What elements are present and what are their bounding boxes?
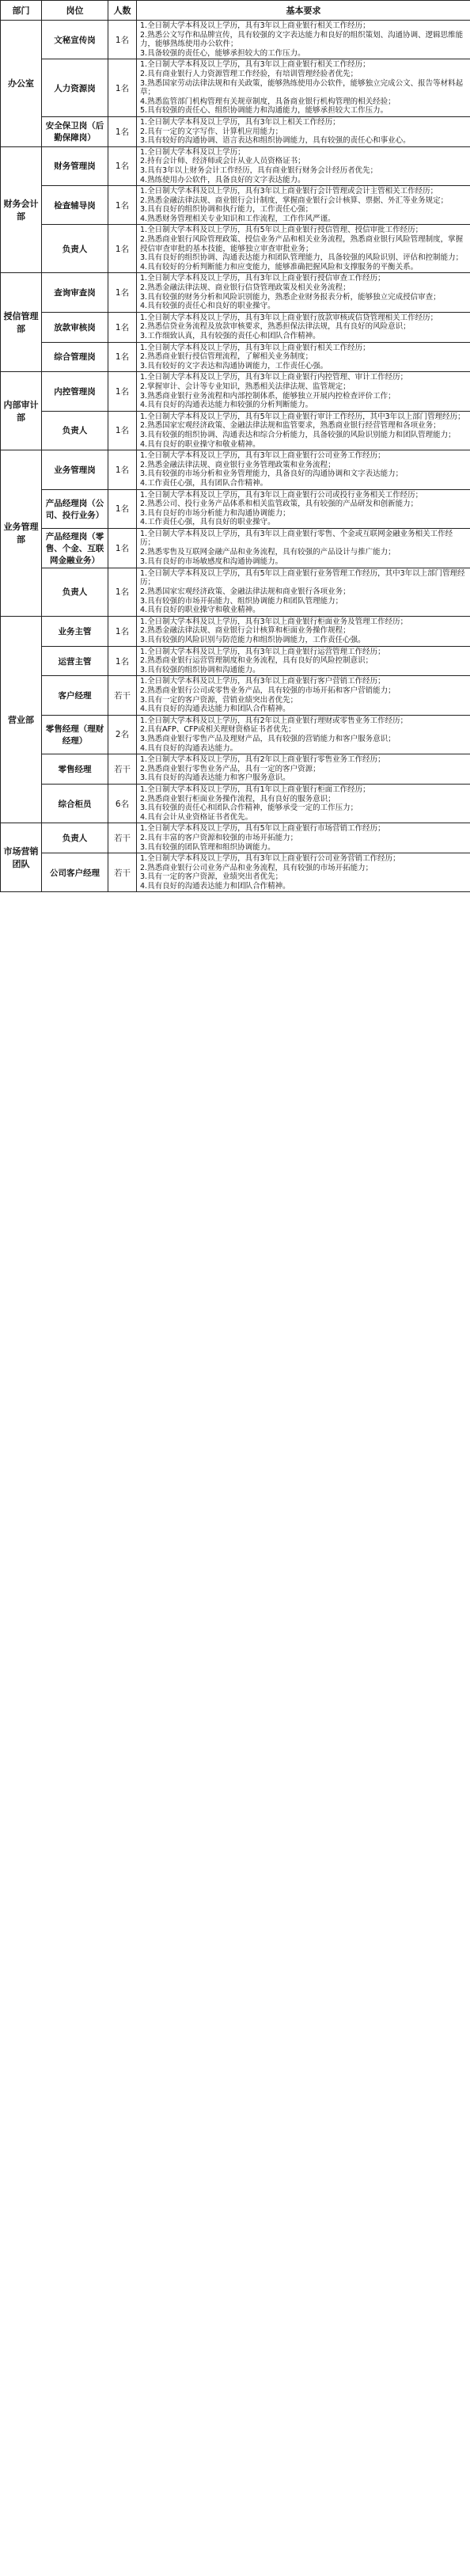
requirements-cell: [137, 676, 470, 715]
requirement-item: 1.全日制大学本科及以上学历，具有5年以上商业银行业务管理工作经历，其中3年以上部门管理经历；: [140, 568, 465, 587]
requirement-item: 4.工作责任心强，具有团队合作精神。: [140, 478, 268, 488]
headcount-cell: 1名: [108, 59, 137, 117]
header-row: [1, 1, 470, 21]
requirement-item: 1.全日制大学本科及以上学历，具有3年以上商业银行相关工作经历；: [140, 21, 370, 30]
requirement-item: 1.全日制大学本科及以上学历，具有3年以上相关工作经历；: [140, 117, 340, 127]
headcount-cell: 1名: [108, 450, 137, 489]
headcount-cell: 1名: [108, 568, 137, 616]
headcount-cell: 若干: [108, 823, 137, 853]
table-row: [1, 646, 470, 676]
headcount-cell: 1名: [108, 372, 137, 411]
requirement-item: 3.熟悉国家劳动法律法规和有关政策，能够熟练使用办公软件，能够独立完成公文、报告等材料起草；: [140, 78, 464, 97]
requirements-cell: [137, 450, 470, 489]
requirement-item: 3.具备较强的责任心，能够承担较大的工作压力。: [140, 48, 305, 58]
requirements-cell: [137, 823, 470, 853]
headcount-cell: 1名: [108, 616, 137, 646]
requirements-cell: [137, 411, 470, 450]
requirement-item: 4.具有良好的职业操守和敬业精神。: [140, 439, 260, 449]
table-row: [1, 116, 470, 146]
requirement-item: 1.全日制大学本科及以上学历，具有5年以上商业银行授信管理、授信审批工作经历；: [140, 226, 423, 235]
requirement-item: 1.全日制大学本科及以上学历，具有2年以上商业银行零售业务工作经历；: [140, 755, 385, 765]
table-row: [1, 676, 470, 715]
department-cell: 市场营销团队: [1, 823, 42, 892]
table-row: [1, 146, 470, 185]
position-cell: 零售经理: [42, 754, 108, 785]
position-cell: 业务管理岗: [42, 450, 108, 489]
requirement-item: 2.具有一定的文字写作、计算机应用能力；: [140, 127, 283, 136]
position-cell: 零售经理（理财经理）: [42, 715, 108, 754]
requirement-item: 1.全日制大学本科及以上学历；: [140, 147, 245, 157]
position-cell: 负责人: [42, 823, 108, 853]
requirement-item: 4.具有良好的沟通表达能力。: [140, 743, 238, 753]
department-cell: 授信管理部: [1, 273, 42, 372]
requirement-item: 2.熟悉零售及互联网金融产品和业务流程，具有较强的产品设计与推广能力；: [140, 548, 396, 557]
requirement-item: 3.具有较强的市场开拓能力、组织协调能力和团队管理能力；: [140, 596, 343, 606]
department-cell: 办公室: [1, 21, 42, 147]
requirements-cell: [137, 784, 470, 823]
requirement-item: 1.全日制大学本科及以上学历，具有3年以上商业银行运营管理工作经历；: [140, 647, 385, 656]
table-row: [1, 568, 470, 616]
requirement-item: 2.熟悉公文写作和品牌宣传，具有较强的文字表达能力和良好的组织策划、沟通协调、逻辑思维能力，能够熟练使用办公软件；: [140, 30, 464, 49]
headcount-cell: 6名: [108, 784, 137, 823]
requirements-cell: [137, 616, 470, 646]
header-position: 岗位: [42, 1, 108, 21]
header-requirements: 基本要求: [137, 1, 470, 21]
requirements-cell: [137, 754, 470, 785]
recruitment-table: [0, 0, 470, 892]
requirements-cell: [137, 715, 470, 754]
requirements-cell: [137, 528, 470, 568]
headcount-cell: 1名: [108, 312, 137, 342]
requirement-item: 4.具有较好的分析判断能力和应变能力，能够准确把握风险和支撑服务的平衡关系。: [140, 262, 419, 272]
position-cell: 客户经理: [42, 676, 108, 715]
headcount-cell: 1名: [108, 146, 137, 185]
requirement-item: 2.熟悉商业银行公司或零售业务产品，具有较强的市场开拓和客户营销能力；: [140, 686, 396, 695]
requirement-item: 2.熟悉商业银行运营管理制度和业务流程，具有良好的风险控制意识；: [140, 656, 373, 666]
department-cell: 业务管理部: [1, 450, 42, 617]
requirement-item: 2.熟悉国家宏观经济政策、金融法律法规和商业银行各项业务；: [140, 587, 351, 597]
headcount-cell: 1名: [108, 489, 137, 528]
requirement-item: 1.全日制大学本科及以上学历，具有3年以上商业银行内控管理、审计工作经历；: [140, 373, 408, 382]
requirement-item: 3.具有良好的组织协调、沟通表达能力和团队管理能力，具备较强的风险识别、评估和控制能力；: [140, 253, 464, 263]
headcount-cell: 1名: [108, 646, 137, 676]
position-cell: 文秘宣传岗: [42, 21, 108, 59]
headcount-cell: 1名: [108, 342, 137, 372]
requirement-item: 4.熟悉财务管理相关专业知识和工作流程，工作作风严谨。: [140, 214, 335, 223]
requirement-item: 3.具有较强的市场分析和业务管理能力，具备良好的沟通协调和文字表达能力；: [140, 469, 404, 479]
requirement-item: 4.具有良好的沟通表达能力和团队合作精神。: [140, 705, 290, 714]
headcount-cell: 1名: [108, 273, 137, 312]
requirement-item: 4.工作责任心强，具有良好的职业操守。: [140, 518, 275, 527]
requirements-cell: [137, 568, 470, 616]
requirement-item: 1.全日制大学本科及以上学历，具有3年以上商业银行客户营销工作经历；: [140, 677, 385, 686]
requirements-cell: [137, 116, 470, 146]
requirement-item: 3.具有较强的组织协调、沟通表达和综合分析能力，具备较强的风险识别能力和团队管理能力；: [140, 430, 456, 439]
table-row: [1, 754, 470, 785]
headcount-cell: 1名: [108, 528, 137, 568]
requirement-item: 1.全日制大学本科及以上学历，具有3年以上商业银行公司或投行业务相关工作经历；: [140, 490, 423, 500]
table-row: [1, 823, 470, 853]
position-cell: 产品经理岗（公司、投行业务）: [42, 489, 108, 528]
requirement-item: 1.全日制大学本科及以上学历，具有5年以上商业银行市场营销工作经历；: [140, 824, 385, 834]
position-cell: 综合柜员: [42, 784, 108, 823]
requirement-item: 2.熟悉商业银行风险管理政策、授信业务产品和相关业务流程，熟悉商业银行风险管理制度，掌握授信审查审批的基本技能，能够独立审查审批业务；: [140, 235, 464, 253]
position-cell: 放款审核岗: [42, 312, 108, 342]
requirement-item: 4.具有会计从业资格证书者优先。: [140, 812, 253, 822]
requirement-item: 2.熟悉信贷业务流程及放款审核要求，熟悉担保法律法规，具有良好的风险意识；: [140, 322, 411, 332]
requirements-cell: [137, 21, 470, 59]
table-row: [1, 715, 470, 754]
table-row: [1, 342, 470, 372]
requirement-item: 2.熟悉国家宏观经济政策、金融法律法规和监管要求，熟悉商业银行经营管理和各项业务；: [140, 421, 441, 431]
requirements-cell: [137, 853, 470, 892]
requirement-item: 3.具有一定的客户资源，营销业绩突出者优先；: [140, 695, 298, 705]
requirement-item: 1.全日制大学本科及以上学历，具有3年以上商业银行放款审核或信贷管理相关工作经历；: [140, 313, 438, 322]
requirement-item: 1.全日制大学本科及以上学历，具有3年以上商业银行会计管理或会计主管相关工作经历；: [140, 187, 438, 196]
requirement-item: 1.全日制大学本科及以上学历，具有3年以上商业银行零售、个金或互联网金融业务相关工作经历；: [140, 529, 453, 548]
requirement-item: 3.具有良好的沟通表达能力和客户服务意识。: [140, 773, 290, 783]
headcount-cell: 1名: [108, 411, 137, 450]
position-cell: 运营主管: [42, 646, 108, 676]
position-cell: 人力资源岗: [42, 59, 108, 117]
requirement-item: 4.具有良好的沟通表达能力和较强的分析判断能力。: [140, 401, 313, 410]
headcount-cell: 若干: [108, 754, 137, 785]
requirement-item: 3.具有较好的沟通协调、语言表达和组织协调能力，具有较强的责任心和事业心。: [140, 136, 411, 146]
requirement-item: 1.全日制大学本科及以上学历，具有1年以上商业银行柜面工作经历；: [140, 785, 370, 794]
requirement-item: 2.持有会计师、经济师或会计从业人员资格证书；: [140, 157, 305, 166]
position-cell: 业务主管: [42, 616, 108, 646]
position-cell: 负责人: [42, 225, 108, 273]
requirement-item: 3.熟悉商业银行业务流程和内部控制体系，能够独立开展内控检查评价工作；: [140, 391, 396, 401]
requirement-item: 3.具有较强的责任心和团队合作精神，能够承受一定的工作压力；: [140, 804, 358, 813]
requirement-item: 2.熟悉商业银行授信管理流程，了解相关业务制度；: [140, 352, 313, 362]
headcount-cell: 1名: [108, 21, 137, 59]
requirement-item: 3.具有良好的市场敏感度和沟通协调能力。: [140, 557, 283, 566]
department-cell: 内部审计部: [1, 372, 42, 450]
requirement-item: 2.熟悉公司、投行业务产品体系和相关监管政策，具有较强的产品研发和创新能力；: [140, 500, 419, 509]
requirement-item: 3.具有良好的组织协调和执行能力，工作责任心强；: [140, 205, 313, 215]
table-row: [1, 21, 470, 59]
requirements-cell: [137, 312, 470, 342]
position-cell: 检查辅导岗: [42, 186, 108, 225]
requirement-item: 1.全日制大学本科及以上学历，具有3年以上商业银行公司业务营销工作经历；: [140, 854, 400, 864]
requirement-item: 4.熟悉监管部门机构管理有关规章制度，具备商业银行机构管理的相关经验；: [140, 97, 396, 106]
requirement-item: 2.熟悉金融法律法规、商业银行信贷管理政策及相关业务流程；: [140, 283, 351, 293]
department-cell: 财务会计部: [1, 146, 42, 273]
requirement-item: 2.熟悉金融法律法规、商业银行会计制度，掌握商业银行会计核算、票据、外汇等业务规定；: [140, 196, 449, 205]
requirement-item: 2.熟悉金融法律法规、商业银行业务管理政策和业务流程；: [140, 460, 335, 469]
table-body: [1, 21, 470, 892]
position-cell: 产品经理岗（零售、个金、互联网金融业务）: [42, 528, 108, 568]
table-row: [1, 528, 470, 568]
requirement-item: 2.熟悉商业银行公司业务产品和业务流程，具有较强的市场开拓能力；: [140, 863, 373, 872]
requirement-item: 4.具有良好的沟通表达能力和团队合作精神。: [140, 881, 290, 891]
position-cell: 内控管理岗: [42, 372, 108, 411]
headcount-cell: 1名: [108, 225, 137, 273]
requirement-item: 2.具有丰富的客户资源和较强的市场开拓能力；: [140, 833, 298, 842]
requirement-item: 1.全日制大学本科及以上学历，具有3年以上商业银行公司业务工作经历；: [140, 451, 385, 461]
requirement-item: 1.全日制大学本科及以上学历，具有3年以上商业银行相关工作经历；: [140, 60, 370, 70]
requirement-item: 1.全日制大学本科及以上学历，具有3年以上商业银行授信审查工作经历；: [140, 274, 385, 283]
requirements-cell: [137, 59, 470, 117]
requirement-item: 1.全日制大学本科及以上学历，具有5年以上商业银行审计工作经历，其中3年以上部门管理经历；: [140, 412, 465, 421]
requirements-cell: [137, 273, 470, 312]
requirement-item: 2.掌握审计、会计等专业知识，熟悉相关法律法规、监管规定；: [140, 382, 351, 391]
requirement-item: 3.具有较强的风险识别与防范能力和组织协调能力，工作责任心强。: [140, 636, 366, 645]
headcount-cell: 1名: [108, 116, 137, 146]
table-row: [1, 853, 470, 892]
headcount-cell: 1名: [108, 186, 137, 225]
requirement-item: 3.工作细致认真，具有较强的责任心和团队合作精神。: [140, 332, 320, 340]
requirement-item: 3.具有一定的客户资源，业绩突出者优先；: [140, 872, 283, 882]
requirements-cell: [137, 372, 470, 411]
table-row: [1, 186, 470, 225]
table-row: [1, 312, 470, 342]
requirement-item: 4.熟练使用办公软件，具备良好的文字表达能力。: [140, 175, 305, 184]
requirement-item: 3.具有较强的组织协调和沟通能力。: [140, 665, 260, 674]
requirement-item: 2.熟悉商业银行柜面业务操作流程，具有良好的服务意识；: [140, 794, 335, 804]
position-cell: 负责人: [42, 411, 108, 450]
position-cell: 查询审查岗: [42, 273, 108, 312]
requirements-cell: [137, 342, 470, 372]
table-row: [1, 372, 470, 411]
header-department: 部门: [1, 1, 42, 21]
table-row: [1, 411, 470, 450]
requirement-item: 2.具有商业银行人力资源管理工作经验，有培训管理经验者优先；: [140, 69, 358, 78]
headcount-cell: 2名: [108, 715, 137, 754]
requirement-item: 4.具有良好的职业操守和敬业精神。: [140, 606, 260, 615]
requirement-item: 4.具有较强的责任心和良好的职业操守。: [140, 302, 275, 311]
position-cell: 财务管理岗: [42, 146, 108, 185]
requirement-item: 5.具有较强的责任心、组织协调能力和沟通能力，能够承担较大工作压力。: [140, 106, 389, 116]
requirement-item: 1.全日制大学本科及以上学历，具有3年以上商业银行相关工作经历；: [140, 343, 370, 352]
requirement-item: 3.熟悉商业银行零售产品及理财产品，具有较强的营销能力和客户服务意识；: [140, 734, 396, 743]
position-cell: 公司客户经理: [42, 853, 108, 892]
requirements-cell: [137, 146, 470, 185]
requirement-item: 2.具有AFP、CFP或相关理财资格证书者优先；: [140, 725, 296, 735]
requirement-item: 3.具有良好的市场分析能力和沟通协调能力；: [140, 508, 290, 518]
table-row: [1, 59, 470, 117]
requirements-cell: [137, 186, 470, 225]
department-cell: 营业部: [1, 616, 42, 823]
headcount-cell: 若干: [108, 853, 137, 892]
table-row: [1, 784, 470, 823]
position-cell: 综合管理岗: [42, 342, 108, 372]
requirement-item: 1.全日制大学本科及以上学历，具有2年以上商业银行理财或零售业务工作经历；: [140, 716, 408, 725]
requirement-item: 3.具有较强的财务分析和风险识别能力，熟悉企业财务报表分析，能够独立完成授信审查；: [140, 292, 441, 302]
position-cell: 负责人: [42, 568, 108, 616]
table-row: [1, 225, 470, 273]
table-row: [1, 450, 470, 489]
table-row: [1, 273, 470, 312]
requirement-item: 3.具有较强的团队管理和组织协调能力。: [140, 842, 275, 852]
requirements-cell: [137, 489, 470, 528]
table-row: [1, 616, 470, 646]
table-row: [1, 489, 470, 528]
requirement-item: 2.熟悉金融法律法规、商业银行会计核算和柜面业务操作规程；: [140, 626, 351, 636]
requirement-item: 1.全日制大学本科及以上学历，具有3年以上商业银行柜面业务及管理工作经历；: [140, 617, 408, 626]
requirement-item: 3.具有3年以上财务会计工作经历，具有商业银行财务会计经历者优先；: [140, 165, 378, 175]
requirements-cell: [137, 646, 470, 676]
header-count: 人数: [108, 1, 137, 21]
requirement-item: 3.具有较好的文字表达和沟通协调能力，工作责任心强。: [140, 361, 328, 370]
position-cell: 安全保卫岗（后勤保障岗）: [42, 116, 108, 146]
requirement-item: 2.熟悉商业银行零售业务产品，具有一定的客户资源；: [140, 764, 320, 773]
requirements-cell: [137, 225, 470, 273]
headcount-cell: 若干: [108, 676, 137, 715]
